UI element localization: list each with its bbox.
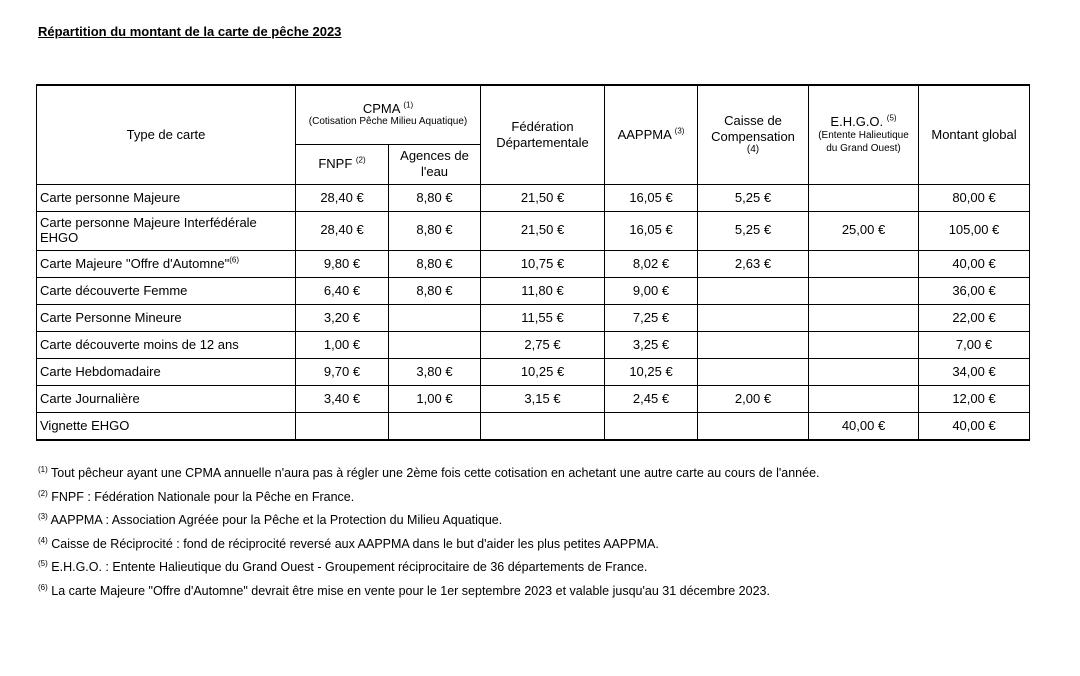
footnote-text: La carte Majeure "Offre d'Automne" devrait être mise en vente pour le 1er septembre 2023 et valable jusqu'au 31 décembre 2023. [47,583,770,598]
cell-agences [389,331,481,358]
cell-caisse [698,277,809,304]
row-label-text: Carte découverte Femme [40,283,188,298]
cell-fnpf: 9,70 € [296,358,389,385]
cell-ehgo [809,277,919,304]
cell-ehgo [809,184,919,211]
cell-ehgo [809,331,919,358]
cell-agences: 8,80 € [389,277,481,304]
cell-aappma: 10,25 € [605,358,698,385]
cell-montant: 36,00 € [919,277,1030,304]
row-label-text: Carte Majeure "Offre d'Automne" [40,256,230,271]
distribution-table [36,84,1030,441]
cell-montant: 80,00 € [919,184,1030,211]
cell-fnpf: 6,40 € [296,277,389,304]
cell-caisse: 2,63 € [698,250,809,277]
cell-agences: 8,80 € [389,184,481,211]
header-type: Type de carte [37,85,296,184]
cell-fnpf: 1,00 € [296,331,389,358]
row-label [37,211,296,250]
row-label-text: Carte Hebdomadaire [40,364,161,379]
cell-federation: 21,50 € [481,184,605,211]
header-ehgo-label: E.H.G.O. [830,114,884,130]
header-ehgo [809,85,919,184]
row-label-text: Carte découverte moins de 12 ans [40,337,239,352]
table-row [37,385,1030,412]
cell-aappma: 8,02 € [605,250,698,277]
cell-ehgo [809,358,919,385]
cell-montant: 40,00 € [919,250,1030,277]
row-label [37,412,296,440]
row-label [37,304,296,331]
page-title: Répartition du montant de la carte de pêche 2023 [38,24,342,39]
footnote-number: (6) [38,582,48,592]
row-label [37,277,296,304]
footnote-number: (1) [38,464,48,474]
cell-federation: 10,75 € [481,250,605,277]
row-label-sup: (6) [229,255,240,265]
footnote [38,509,820,533]
cell-fnpf [296,412,389,440]
header-agences: Agences de l'eau [389,144,481,184]
footnote-text: Tout pêcheur ayant une CPMA annuelle n'aura pas à régler une 2ème fois cette cotisation en achetant une autre carte au cours de l'année. [47,466,820,480]
footnote-text: E.H.G.O. : Entente Halieutique du Grand Ouest - Groupement réciprocitaire de 36 départements de France. [47,560,648,575]
cell-ehgo: 25,00 € [809,211,919,250]
row-label-text: Carte Journalière [40,391,140,406]
cell-federation: 2,75 € [481,331,605,358]
table-row [37,358,1030,385]
cell-agences: 3,80 € [389,358,481,385]
table-row [37,211,1030,250]
cell-agences: 1,00 € [389,385,481,412]
header-cpma-sup: (1) [403,100,414,110]
table-row [37,184,1030,211]
cell-aappma: 16,05 € [605,184,698,211]
table-row [37,304,1030,331]
footnote-number: (2) [38,488,48,498]
row-label [37,250,296,277]
header-aappma-label: AAPPMA [617,126,672,142]
footnote-text: FNPF : Fédération Nationale pour la Pêche en France. [47,489,355,504]
cell-federation [481,412,605,440]
footnote-text: Caisse de Réciprocité : fond de réciprocité reversé aux AAPPMA dans le but d'aider les plus petites AAPPMA. [47,536,659,551]
footnote-number: (3) [38,512,48,522]
header-aappma-sup: (3) [674,126,685,136]
row-label-text: Carte personne Majeure Interfédérale EHGO [40,214,257,245]
footnote [38,556,820,580]
footnote [38,486,820,510]
header-cpma [296,85,481,144]
cell-ehgo: 40,00 € [809,412,919,440]
footnote-number: (5) [38,559,48,569]
cell-agences [389,412,481,440]
header-fnpf-sup: (2) [355,155,366,165]
cell-fnpf: 9,80 € [296,250,389,277]
header-caisse-sup: (4) [746,144,760,156]
cell-federation: 10,25 € [481,358,605,385]
table-body [37,184,1030,440]
cell-aappma: 16,05 € [605,211,698,250]
row-label [37,184,296,211]
header-montant: Montant global [919,85,1030,184]
cell-caisse: 5,25 € [698,184,809,211]
row-label-text: Vignette EHGO [40,418,130,433]
footnote-number: (4) [38,535,48,545]
cell-caisse [698,358,809,385]
cell-montant: 105,00 € [919,211,1030,250]
header-aappma [605,85,698,184]
header-caisse [698,85,809,184]
cell-federation: 11,80 € [481,277,605,304]
cell-montant: 22,00 € [919,304,1030,331]
cell-aappma: 9,00 € [605,277,698,304]
cell-agences [389,304,481,331]
cell-aappma: 3,25 € [605,331,698,358]
cell-montant: 40,00 € [919,412,1030,440]
footnote [38,533,820,557]
table-row [37,412,1030,440]
header-ehgo-sup: (5) [886,114,897,124]
cell-aappma: 7,25 € [605,304,698,331]
cell-federation: 3,15 € [481,385,605,412]
cell-federation: 21,50 € [481,211,605,250]
cell-aappma: 2,45 € [605,385,698,412]
table-row [37,277,1030,304]
header-ehgo-sub: (Entente Halieutique du Grand Ouest) [818,130,909,154]
cell-montant: 7,00 € [919,331,1030,358]
cell-agences: 8,80 € [389,250,481,277]
cell-caisse: 5,25 € [698,211,809,250]
header-cpma-sub: (Cotisation Pêche Milieu Aquatique) [308,116,468,128]
cell-montant: 12,00 € [919,385,1030,412]
table-row [37,331,1030,358]
row-label [37,331,296,358]
footnotes [38,462,820,604]
footnote-text: AAPPMA : Association Agréée pour la Pêche et la Protection du Milieu Aquatique. [47,513,503,528]
cell-agences: 8,80 € [389,211,481,250]
cell-aappma [605,412,698,440]
row-label [37,385,296,412]
header-cpma-label: CPMA [362,100,400,116]
cell-montant: 34,00 € [919,358,1030,385]
cell-fnpf: 3,20 € [296,304,389,331]
cell-ehgo [809,304,919,331]
footnote [38,580,820,604]
cell-federation: 11,55 € [481,304,605,331]
cell-fnpf: 28,40 € [296,184,389,211]
row-label-text: Carte personne Majeure [40,190,181,205]
header-caisse-label: Caisse de Compensation [711,112,795,144]
cell-caisse [698,331,809,358]
cell-caisse: 2,00 € [698,385,809,412]
header-fnpf [296,144,389,184]
cell-fnpf: 3,40 € [296,385,389,412]
header-fnpf-label: FNPF [318,156,353,172]
cell-ehgo [809,250,919,277]
row-label [37,358,296,385]
header-federation: Fédération Départementale [481,85,605,184]
cell-ehgo [809,385,919,412]
table-row [37,250,1030,277]
cell-caisse [698,412,809,440]
footnote [38,462,820,486]
cell-caisse [698,304,809,331]
row-label-text: Carte Personne Mineure [40,310,182,325]
cell-fnpf: 28,40 € [296,211,389,250]
